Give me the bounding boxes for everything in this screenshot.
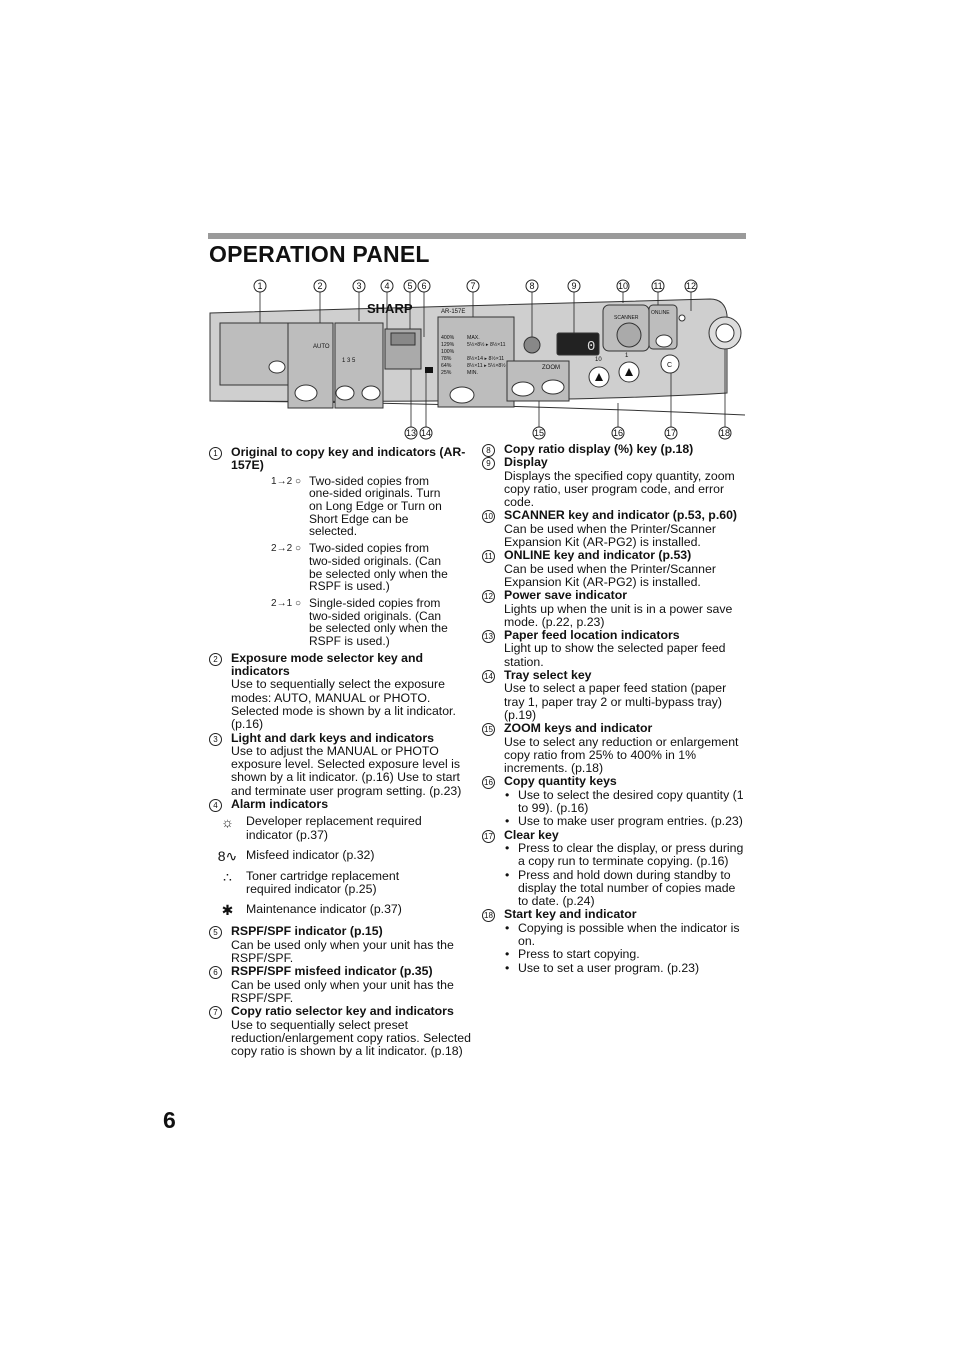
item-heading: Start key and indicator: [504, 907, 637, 922]
list-item: [482, 509, 744, 549]
svg-text:7: 7: [470, 281, 476, 291]
item-heading: Copy ratio display (%) key (p.18): [504, 442, 694, 456]
svg-text:1 3 5: 1 3 5: [342, 358, 356, 364]
item-description: Use to sequentially select preset reduction/enlargement copy ratios. Selected copy ratio is shown by a lit indicator. (p.18): [231, 1017, 471, 1059]
list-item: [482, 629, 744, 669]
light-key[interactable]: [336, 386, 354, 400]
item-description: Use to select any reduction or enlargement copy ratio from 25% to 400% in 1% increments. (p.18): [504, 734, 739, 776]
item-heading: SCANNER key and indicator (p.53, p.60): [504, 508, 738, 523]
svg-text:400%: 400%: [441, 335, 455, 341]
title-rule: [208, 233, 746, 239]
item-heading: Power save indicator: [504, 588, 628, 603]
svg-text:10: 10: [595, 357, 602, 363]
callout-8: [526, 280, 538, 292]
original-mode-text: Single-sided copies from two-sided originals. (Can be selected only when the RSPF is used.): [309, 595, 448, 649]
svg-text:8: 8: [529, 281, 535, 291]
list-item: [482, 456, 744, 509]
alarm-text: Toner cartridge replacement required indicator (p.25): [246, 868, 400, 897]
callout-6: [418, 280, 430, 292]
svg-text:SCANNER: SCANNER: [614, 315, 639, 321]
original-mode-row: [209, 475, 479, 539]
item-number: 15: [482, 723, 495, 736]
list-item: [482, 669, 744, 722]
item-description: Use to select a paper feed station (paper tray 1, paper tray 2 or multi-bypass tray) (p.19): [504, 681, 727, 722]
item-number: 9: [482, 457, 495, 470]
callout-18: [719, 427, 731, 439]
item-number: 17: [482, 830, 495, 843]
item-number: 12: [482, 590, 495, 603]
item-number: 2: [209, 653, 222, 666]
svg-text:17: 17: [665, 428, 677, 438]
bullet-item: • Use to make user program entries. (p.23): [518, 815, 744, 828]
svg-text:8½×11 ▸ 5½×8½: 8½×11 ▸ 5½×8½: [467, 363, 506, 369]
list-item: [209, 446, 479, 473]
svg-text:ONLINE: ONLINE: [651, 310, 670, 316]
online-block: [649, 305, 677, 349]
svg-text:ZOOM: ZOOM: [542, 365, 560, 371]
item-heading: ZOOM keys and indicator: [504, 721, 653, 736]
svg-text:25%: 25%: [441, 370, 452, 376]
model-label: AR-157E: [441, 309, 466, 315]
callout-10: [617, 280, 629, 292]
item-heading: Tray select key: [504, 668, 592, 683]
svg-text:5: 5: [407, 281, 413, 291]
zoom-up-key[interactable]: [542, 380, 564, 394]
svg-text:129%: 129%: [441, 342, 455, 348]
item-number: 6: [209, 966, 222, 979]
copy-ratio-selector-key[interactable]: [450, 387, 474, 403]
svg-text:MAX.: MAX.: [467, 335, 480, 341]
bullet-item: • Use to set a user program. (p.23): [518, 962, 744, 975]
bullet-item: • Press to clear the display, or press during a copy run to terminate copying. (p.16): [518, 842, 744, 869]
svg-text:3: 3: [356, 281, 362, 291]
callout-17: [665, 427, 677, 439]
callout-16: [612, 427, 624, 439]
svg-text:18: 18: [719, 428, 731, 438]
svg-text:14: 14: [420, 428, 432, 438]
list-item: [209, 965, 479, 1005]
dark-key[interactable]: [362, 386, 380, 400]
item-description: Use to adjust the MANUAL or PHOTO exposure level. Selected exposure level is shown by a lit indicator. (p.16) Use to start and terminate user program setting. (p.23): [231, 743, 462, 798]
item-heading: ONLINE key and indicator (p.53): [504, 548, 692, 563]
callout-14: [420, 427, 432, 439]
svg-text:16: 16: [612, 428, 624, 438]
sun-icon: ☼: [221, 814, 234, 831]
list-item: [482, 443, 744, 456]
alarm-text: Developer replacement required indicator (p.37): [246, 814, 422, 842]
alarm-text: Misfeed indicator (p.32): [246, 847, 375, 862]
svg-text:13: 13: [405, 428, 417, 438]
copy-ratio-display-key[interactable]: [524, 337, 540, 353]
svg-text:8½×14 ▸ 8½×11: 8½×14 ▸ 8½×11: [467, 356, 505, 362]
item-description: Can be used when the Printer/Scanner Expansion Kit (AR-PG2) is installed.: [504, 521, 716, 550]
item-description: Light up to show the selected paper feed station.: [504, 641, 726, 669]
svg-text:1: 1: [625, 353, 629, 359]
list-item: [482, 589, 744, 629]
item-heading: Paper feed location indicators: [504, 628, 680, 643]
svg-text:AUTO: AUTO: [313, 344, 330, 350]
original-mode-row: [209, 542, 479, 593]
original-to-copy-key[interactable]: [269, 361, 285, 373]
page-number: 6: [163, 1107, 176, 1133]
item-description: Can be used only when your unit has the RSPF/SPF.: [231, 937, 454, 966]
callout-15: [533, 427, 545, 439]
item-number: 8: [482, 444, 495, 457]
item-description: Can be used when the Printer/Scanner Expansion Kit (AR-PG2) is installed.: [504, 561, 716, 589]
svg-text:100%: 100%: [441, 349, 455, 355]
item-heading: Original to copy key and indicators (AR-157E): [231, 445, 466, 473]
item-description: Use to sequentially select the exposure modes: AUTO, MANUAL or PHOTO. Selected mode is shown by a lit indicator. (p.16): [231, 677, 456, 732]
online-key[interactable]: [656, 335, 672, 347]
item-description: Lights up when the unit is in a power save mode. (p.22, p.23): [504, 601, 733, 629]
alarm-text: Maintenance indicator (p.37): [246, 902, 402, 917]
alarm-row: [209, 849, 479, 863]
list-item: [482, 829, 744, 909]
operation-panel-diagram: [205, 275, 750, 443]
callout-3: [353, 280, 365, 292]
exposure-mode-key[interactable]: [295, 385, 317, 401]
tray-select-key[interactable]: [425, 367, 433, 373]
item-heading: RSPF/SPF indicator (p.15): [231, 924, 383, 939]
power-save-indicator: [679, 315, 685, 321]
svg-text:1: 1: [257, 281, 263, 291]
original-mode-text: Two-sided copies from two-sided originals. (Can be selected only when the RSPF is used.): [309, 541, 448, 594]
list-item: [209, 1005, 479, 1058]
maintenance-icon: ✱: [221, 902, 234, 919]
list-item: [209, 925, 479, 965]
misfeed-icon: 8∿: [217, 847, 238, 864]
item-heading: Light and dark keys and indicators: [231, 730, 434, 745]
item-heading: Clear key: [504, 827, 559, 842]
svg-text:78%: 78%: [441, 356, 452, 362]
svg-text:2: 2: [317, 281, 323, 291]
scanner-key[interactable]: [617, 323, 641, 347]
svg-text:4: 4: [384, 281, 390, 291]
alarm-row: [209, 870, 479, 897]
svg-text:11: 11: [653, 281, 663, 291]
callout-4: [381, 280, 393, 292]
zoom-block: [507, 361, 569, 401]
item-number: 7: [209, 1006, 222, 1019]
item-heading: RSPF/SPF misfeed indicator (p.35): [231, 964, 433, 979]
item-heading: Copy ratio selector key and indicators: [231, 1004, 454, 1019]
svg-text:5½×8½ ▸ 8½×11: 5½×8½ ▸ 8½×11: [467, 342, 506, 348]
item-number: 3: [209, 733, 222, 746]
item-heading: Display: [504, 455, 548, 470]
left-column: [209, 446, 479, 1058]
svg-text:10: 10: [617, 281, 629, 291]
svg-text:0: 0: [587, 339, 596, 355]
list-item: [482, 775, 744, 828]
svg-text:12: 12: [685, 281, 697, 291]
list-item: [209, 798, 479, 811]
svg-text:MIN.: MIN.: [467, 370, 478, 376]
original-mode-row: [209, 597, 479, 648]
svg-text:C: C: [667, 362, 673, 369]
callout-13: [405, 427, 417, 439]
item-number: 14: [482, 670, 495, 683]
list-item: [482, 549, 744, 589]
svg-text:15: 15: [533, 428, 545, 438]
bullet-item: • Press and hold down during standby to display the total number of copies made to date. (p.24): [518, 869, 744, 909]
original-mode-icon: 2→2 ○: [271, 543, 301, 555]
original-mode-icon: 1→2 ○: [271, 475, 301, 487]
item-heading: Copy quantity keys: [504, 774, 617, 789]
alarm-row: [209, 815, 479, 842]
callout-2: [314, 280, 326, 292]
item-number: 16: [482, 776, 495, 789]
list-item: [209, 732, 479, 798]
item-number: 1: [209, 447, 222, 460]
item-heading: Exposure mode selector key and indicators: [231, 650, 424, 679]
light-dark-block: [335, 323, 383, 408]
original-mode-icon: 2→1 ○: [271, 597, 301, 609]
alarm-row: [209, 903, 479, 917]
callout-7: [467, 280, 479, 292]
bullet-item: • Copying is possible when the indicator is on.: [518, 922, 744, 949]
right-column: [482, 443, 744, 975]
list-item: [209, 652, 479, 732]
exposure-block: [288, 323, 333, 408]
item-number: 13: [482, 630, 495, 643]
callout-9: [568, 280, 580, 292]
bullet-item: • Press to start copying.: [518, 948, 744, 961]
list-item: [482, 908, 744, 974]
item-description: Can be used only when your unit has the RSPF/SPF.: [231, 977, 454, 1005]
svg-text:64%: 64%: [441, 363, 452, 369]
copy-ratio-block: [438, 317, 514, 407]
item-description: Displays the specified copy quantity, zoom copy ratio, user program code, and error code.: [504, 468, 735, 510]
original-mode-text: Two-sided copies from one-sided originals. Turn on Long Edge or Turn on Short Edge can be selected.: [309, 473, 442, 539]
item-number: 5: [209, 926, 222, 939]
item-heading: Alarm indicators: [231, 797, 329, 811]
callout-5: [404, 280, 416, 292]
svg-text:9: 9: [571, 281, 577, 291]
toner-icon: ∴: [223, 868, 232, 885]
item-number: 10: [482, 510, 495, 523]
item-number: 18: [482, 909, 495, 922]
list-item: [482, 722, 744, 775]
scanner-block: [603, 305, 649, 351]
callout-11: [652, 280, 664, 292]
brand-logo: SHARP: [367, 301, 413, 316]
zoom-down-key[interactable]: [512, 382, 534, 396]
bullet-item: • Use to select the desired copy quantity (1 to 99). (p.16): [518, 789, 744, 816]
callout-12: [685, 280, 697, 292]
svg-text:6: 6: [421, 281, 427, 291]
page-title: OPERATION PANEL: [209, 241, 430, 267]
item-number: 11: [482, 550, 495, 563]
item-number: 4: [209, 799, 222, 812]
callout-1: [254, 280, 266, 292]
